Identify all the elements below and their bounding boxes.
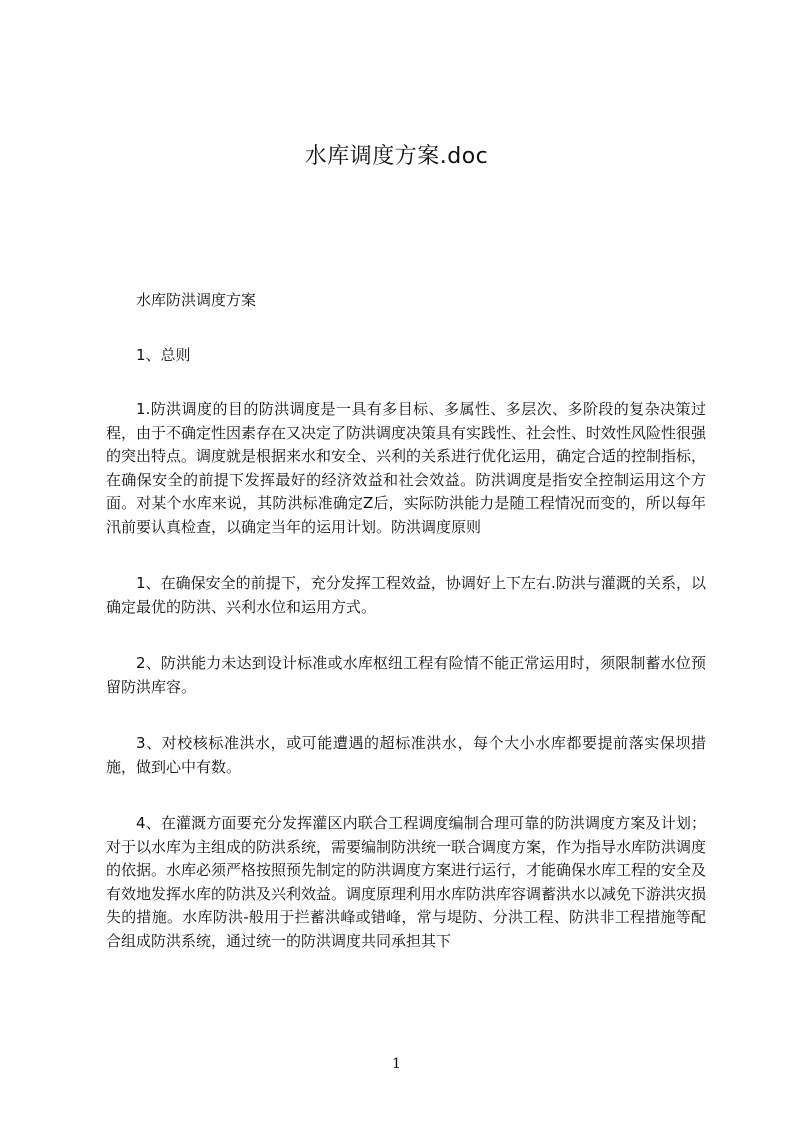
- body-paragraph: 2、防洪能力未达到设计标准或水库枢纽工程有险情不能正常运用时，须限制蓄水位预留防洪库容。: [106, 654, 706, 696]
- section-heading: 水库防洪调度方案: [136, 291, 257, 309]
- body-paragraph: 3、对校核标准洪水，或可能遭遇的超标准洪水，每个大小水库都要提前落实保坝措施，做到心中有数。: [106, 734, 706, 776]
- document-title: 水库调度方案.doc: [304, 144, 489, 169]
- subsection-heading: 1、总则: [136, 345, 191, 364]
- body-paragraph: 4、在灌溉方面要充分发挥灌区内联合工程调度编制合理可靠的防洪调度方案及计划；对于以水库为主组成的防洪系统，需要编制防洪统一联合调度方案，作为指导水库防洪调度的依据。水库必须严格按照预先制定的防洪调度方案进行运行，才能确保水库工程的安全及有效地发挥水库的防洪及兴利效益。调度原理利用水库防洪库容调蓄洪水以减免下游洪灾损失的措施。水库防洪-般用于拦蓄洪峰或错峰，常与堤防、分洪工程、防洪非工程措施等配合组成防洪系统，通过统一的防洪调度共同承担其下: [106, 814, 707, 950]
- document-body: [106, 289, 706, 953]
- page-number: 1: [392, 1056, 401, 1072]
- body-paragraph: 1、在确保安全的前提下，充分发挥工程效益，协调好上下左右.防洪与灌溉的关系，以确定最优的防洪、兴利水位和运用方式。: [106, 574, 706, 616]
- body-paragraph: 1.防洪调度的目的防洪调度是一具有多目标、多属性、多层次、多阶段的复杂决策过程，由于不确定性因素存在又决定了防洪调度决策具有实践性、社会性、时效性风险性很强的突出特点。调度就是根据来水和安全、兴利的关系进行优化运用，确定合适的控制指标，在确保安全的前提下发挥最好的经济效益和社会效益。防洪调度是指安全控制运用这个方面。对某个水库来说，其防洪标准确定Z后，实际防洪能力是随工程情况而变的，所以每年汛前要认真检查，以确定当年的运用计划。防洪调度原则: [106, 400, 707, 536]
